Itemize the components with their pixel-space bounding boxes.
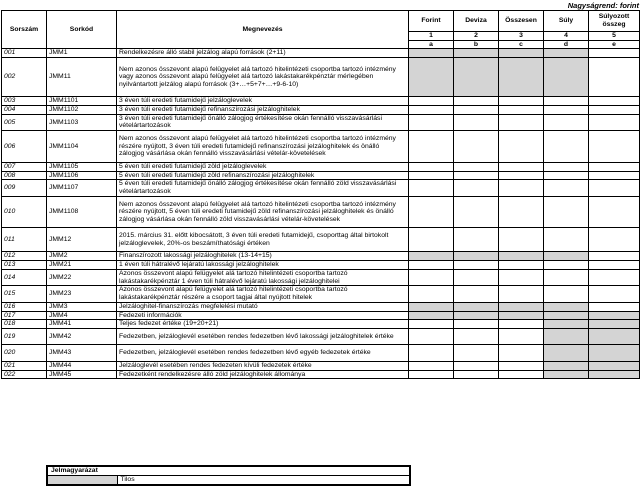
header-deviza: Deviza (454, 11, 499, 32)
table-row (2, 329, 640, 345)
osszesen-cell (499, 252, 544, 261)
row-number: 013 (2, 261, 47, 270)
header-sorszam: Sorszám (2, 11, 47, 49)
deviza-cell[interactable] (454, 228, 499, 252)
row-code: JMM1 (47, 49, 117, 58)
sulyozott-osszeg-cell[interactable] (589, 252, 640, 261)
deviza-cell[interactable] (454, 345, 499, 361)
row-code: JMM22 (47, 269, 117, 285)
forint-cell (409, 302, 454, 311)
header-megnevezes: Megnevezés (117, 11, 409, 49)
row-number: 022 (2, 370, 47, 379)
suly-cell[interactable] (544, 131, 589, 163)
forint-cell[interactable] (409, 105, 454, 114)
osszesen-cell[interactable] (499, 97, 544, 106)
sulyozott-osszeg-cell[interactable] (589, 105, 640, 114)
row-code: JMM45 (47, 370, 117, 379)
suly-cell[interactable] (544, 171, 589, 180)
row-number: 016 (2, 302, 47, 311)
osszesen-cell[interactable] (499, 261, 544, 270)
row-code: JMM1103 (47, 114, 117, 130)
row-description: Nem azonos összevont alapú felügyelet alá tartozó hitelintézeti csoportba tartozó intézmény vagy azonos összevont alapú felügyelet alá tartozó lakástakarékpénztár mérlegében nyilvántartott jelzálog alapú források (3+…+5+7+…+9-6-10) (117, 57, 409, 96)
row-code: JMM1107 (47, 180, 117, 196)
sulyozott-osszeg-cell[interactable] (589, 49, 640, 58)
row-code: JMM1108 (47, 196, 117, 228)
osszesen-cell[interactable] (499, 345, 544, 361)
col-letter: d (544, 40, 589, 49)
osszesen-cell[interactable] (499, 105, 544, 114)
deviza-cell[interactable] (454, 320, 499, 329)
table-row (2, 97, 640, 106)
legend-swatch (47, 476, 117, 486)
row-description: 5 éven túli eredeti futamidejű zöld jelzáloglevelek (117, 162, 409, 171)
suly-cell (544, 329, 589, 345)
row-description: Azonos összevont alapú felügyelet alá tartozó hitelintézeti csoportba tartozó lakástakarékpénztár 1 éven túli hátralévő lejáratú lakossági jelzáloghitelei (117, 269, 409, 285)
suly-cell[interactable] (544, 196, 589, 228)
sulyozott-osszeg-cell[interactable] (589, 114, 640, 130)
table-row (2, 228, 640, 252)
deviza-cell[interactable] (454, 286, 499, 302)
osszesen-cell[interactable] (499, 171, 544, 180)
table-row (2, 269, 640, 285)
sulyozott-osszeg-cell[interactable] (589, 171, 640, 180)
forint-cell[interactable] (409, 320, 454, 329)
row-description: 1 éven túli hátralévő lejáratú lakossági jelzáloghitelek (117, 261, 409, 270)
osszesen-cell[interactable] (499, 320, 544, 329)
suly-cell (544, 370, 589, 379)
deviza-cell[interactable] (454, 162, 499, 171)
table-row (2, 131, 640, 163)
deviza-cell[interactable] (454, 361, 499, 370)
deviza-cell (454, 252, 499, 261)
suly-cell[interactable] (544, 97, 589, 106)
table-row (2, 196, 640, 228)
suly-cell[interactable] (544, 286, 589, 302)
col-letter: e (589, 40, 640, 49)
table-row (2, 361, 640, 370)
sulyozott-osszeg-cell[interactable] (589, 269, 640, 285)
osszesen-cell (499, 49, 544, 58)
deviza-cell[interactable] (454, 269, 499, 285)
row-number: 018 (2, 320, 47, 329)
sulyozott-osszeg-cell[interactable] (589, 57, 640, 96)
suly-cell (544, 302, 589, 311)
suly-cell (544, 252, 589, 261)
row-code: JMM41 (47, 320, 117, 329)
col-number: 5 (589, 32, 640, 41)
osszesen-cell[interactable] (499, 131, 544, 163)
deviza-cell[interactable] (454, 114, 499, 130)
osszesen-cell[interactable] (499, 286, 544, 302)
osszesen-cell[interactable] (499, 196, 544, 228)
row-code: JMM11 (47, 57, 117, 96)
table-row (2, 114, 640, 130)
row-code: JMM1105 (47, 162, 117, 171)
forint-cell[interactable] (409, 114, 454, 130)
sulyozott-osszeg-cell[interactable] (589, 131, 640, 163)
table-row (2, 261, 640, 270)
col-number: 4 (544, 32, 589, 41)
table-row (2, 162, 640, 171)
sulyozott-osszeg-cell (589, 370, 640, 379)
row-number: 005 (2, 114, 47, 130)
legend-table (46, 465, 411, 486)
row-description: 3 éven túli eredeti futamidejű jelzáloglevelek (117, 97, 409, 106)
header-osszesen: Összesen (499, 11, 544, 32)
table-body (2, 49, 640, 379)
suly-cell (544, 57, 589, 96)
sulyozott-osszeg-cell[interactable] (589, 302, 640, 311)
osszesen-cell[interactable] (499, 370, 544, 379)
row-number: 004 (2, 105, 47, 114)
suly-cell (544, 361, 589, 370)
row-number: 019 (2, 329, 47, 345)
deviza-cell[interactable] (454, 105, 499, 114)
row-number: 012 (2, 252, 47, 261)
report-table (1, 10, 640, 379)
row-number: 017 (2, 311, 47, 320)
deviza-cell[interactable] (454, 261, 499, 270)
table-row (2, 370, 640, 379)
forint-cell (409, 49, 454, 58)
row-description: 5 éven túli eredeti futamidejű zöld refinanszírozási jelzáloghitelek (117, 171, 409, 180)
sulyozott-osszeg-cell (589, 329, 640, 345)
forint-cell[interactable] (409, 329, 454, 345)
suly-cell[interactable] (544, 228, 589, 252)
forint-cell[interactable] (409, 345, 454, 361)
row-code: JMM43 (47, 345, 117, 361)
row-code: JMM1106 (47, 171, 117, 180)
forint-cell (409, 311, 454, 320)
table-row (2, 171, 640, 180)
row-code: JMM42 (47, 329, 117, 345)
unit-label: Nagyságrend: forint (567, 1, 639, 10)
forint-cell[interactable] (409, 171, 454, 180)
table-row (2, 105, 640, 114)
row-code: JMM23 (47, 286, 117, 302)
table-row (2, 180, 640, 196)
deviza-cell[interactable] (454, 370, 499, 379)
forint-cell[interactable] (409, 370, 454, 379)
osszesen-cell[interactable] (499, 361, 544, 370)
sulyozott-osszeg-cell[interactable] (589, 180, 640, 196)
row-number: 007 (2, 162, 47, 171)
sulyozott-osszeg-cell (589, 320, 640, 329)
row-description: Jelzáloghitel-finanszírozás megfelelési mutató (117, 302, 409, 311)
sulyozott-osszeg-cell[interactable] (589, 261, 640, 270)
osszesen-cell[interactable] (499, 228, 544, 252)
suly-cell (544, 345, 589, 361)
osszesen-cell[interactable] (499, 114, 544, 130)
sulyozott-osszeg-cell[interactable] (589, 228, 640, 252)
sulyozott-osszeg-cell (589, 311, 640, 320)
suly-cell (544, 311, 589, 320)
row-number: 008 (2, 171, 47, 180)
osszesen-cell (499, 57, 544, 96)
row-description: Nem azonos összevont alapú felügyelet alá tartozó hitelintézeti csoportba tartozó intézmény részére nyújtott, 5 éven túli eredeti futamidejű zöld refinanszírozási jelzáloghitelek és önálló zálogjog vásárlása okán fennálló zöld visszavásárlási vételár-követelések (117, 196, 409, 228)
forint-cell[interactable] (409, 162, 454, 171)
col-number: 3 (499, 32, 544, 41)
forint-cell[interactable] (409, 261, 454, 270)
col-letter: a (409, 40, 454, 49)
row-description: 3 éven túli eredeti futamidejű önálló zálogjog értékesítése okán fennálló visszavásárlási vételártartozások (117, 114, 409, 130)
suly-cell[interactable] (544, 162, 589, 171)
osszesen-cell[interactable] (499, 329, 544, 345)
row-number: 021 (2, 361, 47, 370)
deviza-cell[interactable] (454, 329, 499, 345)
table-row (2, 57, 640, 96)
header-sulyozott-osszeg: Súlyozott összeg (589, 11, 640, 32)
table-row (2, 345, 640, 361)
deviza-cell (454, 49, 499, 58)
deviza-cell (454, 302, 499, 311)
row-code: JMM44 (47, 361, 117, 370)
deviza-cell[interactable] (454, 196, 499, 228)
table-row (2, 49, 640, 58)
row-description: Azonos összevont alapú felügyelet alá tartozó hitelintézeti csoportba tartozó lakástakarékpénztár részére a csoport tagjai által nyújtott hitelek (117, 286, 409, 302)
row-code: JMM1104 (47, 131, 117, 163)
row-code: JMM12 (47, 228, 117, 252)
sulyozott-osszeg-cell[interactable] (589, 196, 640, 228)
forint-cell[interactable] (409, 286, 454, 302)
row-description: Teljes fedezet értéke (19+20+21) (117, 320, 409, 329)
row-description: Fedezeti információk (117, 311, 409, 320)
legend-item: Tilos (117, 476, 410, 486)
row-code: JMM3 (47, 302, 117, 311)
row-number: 015 (2, 286, 47, 302)
deviza-cell (454, 57, 499, 96)
suly-cell[interactable] (544, 180, 589, 196)
osszesen-cell (499, 302, 544, 311)
osszesen-cell[interactable] (499, 180, 544, 196)
row-code: JMM4 (47, 311, 117, 320)
forint-cell[interactable] (409, 269, 454, 285)
osszesen-cell[interactable] (499, 162, 544, 171)
forint-cell[interactable] (409, 97, 454, 106)
row-code: JMM1102 (47, 105, 117, 114)
osszesen-cell (499, 311, 544, 320)
deviza-cell[interactable] (454, 97, 499, 106)
table-row (2, 286, 640, 302)
suly-cell[interactable] (544, 261, 589, 270)
deviza-cell[interactable] (454, 180, 499, 196)
row-number: 001 (2, 49, 47, 58)
suly-cell (544, 320, 589, 329)
col-number: 1 (409, 32, 454, 41)
row-code: JMM21 (47, 261, 117, 270)
row-description: Jelzáloglevél esetében rendes fedezeten kívüli fedezetek értéke (117, 361, 409, 370)
deviza-cell (454, 311, 499, 320)
suly-cell[interactable] (544, 105, 589, 114)
forint-cell[interactable] (409, 228, 454, 252)
table-row (2, 302, 640, 311)
row-number: 020 (2, 345, 47, 361)
table-row (2, 252, 640, 261)
row-number: 006 (2, 131, 47, 163)
sulyozott-osszeg-cell (589, 345, 640, 361)
suly-cell (544, 49, 589, 58)
forint-cell (409, 57, 454, 96)
row-number: 003 (2, 97, 47, 106)
forint-cell (409, 252, 454, 261)
row-number: 014 (2, 269, 47, 285)
forint-cell[interactable] (409, 180, 454, 196)
row-code: JMM1101 (47, 97, 117, 106)
sulyozott-osszeg-cell[interactable] (589, 162, 640, 171)
sulyozott-osszeg-cell (589, 361, 640, 370)
forint-cell[interactable] (409, 361, 454, 370)
col-letter: c (499, 40, 544, 49)
row-number: 011 (2, 228, 47, 252)
sulyozott-osszeg-cell[interactable] (589, 286, 640, 302)
row-code: JMM2 (47, 252, 117, 261)
osszesen-cell[interactable] (499, 269, 544, 285)
row-description: Fedezetként rendelkezésre álló zöld jelzáloghitelek állománya (117, 370, 409, 379)
suly-cell[interactable] (544, 114, 589, 130)
row-description: Finanszírozott lakossági jelzáloghitelek (13-14+15) (117, 252, 409, 261)
table-row (2, 311, 640, 320)
row-description: Nem azonos összevont alapú felügyelet alá tartozó hitelintézeti csoportba tartozó intézmény részére nyújtott, 3 éven túli eredeti futamidejű refinanszírozási jelzáloghitelek és önálló zálogjog vásárlása okán fennálló visszavásárlási vételár-követelések (117, 131, 409, 163)
header-suly: Súly (544, 11, 589, 32)
legend-title: Jelmagyarázat (47, 466, 410, 476)
row-number: 009 (2, 180, 47, 196)
row-description: 3 éven túli eredeti futamidejű refinanszírozási jelzáloghitelek (117, 105, 409, 114)
row-number: 010 (2, 196, 47, 228)
suly-cell[interactable] (544, 269, 589, 285)
row-description: 2015. március 31. előtt kibocsátott, 3 éven túli eredeti futamidejű, csoporttag által birtokolt jelzáloglevelek, 20%-os beszámíthatósági értéken (117, 228, 409, 252)
row-description: 5 éven túli eredeti futamidejű önálló zálogjog értékesítése okán fennálló zöld visszavásárlási vételártartozások (117, 180, 409, 196)
col-letter: b (454, 40, 499, 49)
header-forint: Forint (409, 11, 454, 32)
forint-cell[interactable] (409, 196, 454, 228)
col-number: 2 (454, 32, 499, 41)
sulyozott-osszeg-cell[interactable] (589, 97, 640, 106)
table-row (2, 320, 640, 329)
row-number: 002 (2, 57, 47, 96)
deviza-cell[interactable] (454, 131, 499, 163)
header-sorkod: Sorkód (47, 11, 117, 49)
row-description: Fedezetben, jelzáloglevél esetében rendes fedezetben lévő egyéb fedezetek értéke (117, 345, 409, 361)
deviza-cell[interactable] (454, 171, 499, 180)
row-description: Rendelkezésre álló stabil jelzálog alapú források (2+11) (117, 49, 409, 58)
forint-cell[interactable] (409, 131, 454, 163)
row-description: Fedezetben, jelzáloglevél esetében rendes fedezetben lévő lakossági jelzáloghitelek értéke (117, 329, 409, 345)
